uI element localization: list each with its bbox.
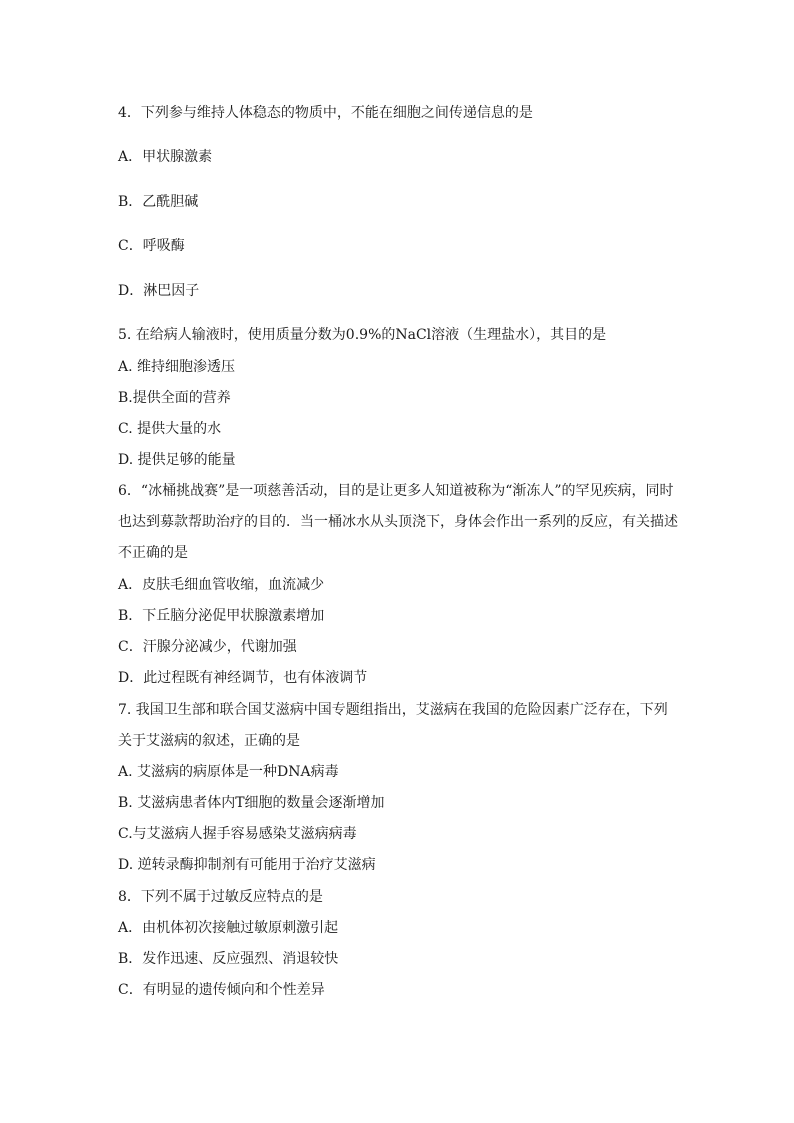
question-4-option-b: B．乙酰胆碱 (118, 194, 199, 210)
question-6-stem-line-3: 不正确的是 (118, 545, 188, 561)
question-7-option-d: D. 逆转录酶抑制剂有可能用于治疗艾滋病 (118, 857, 376, 873)
question-6-option-a: A．皮肤毛细血管收缩，血流减少 (118, 577, 325, 593)
question-4-option-c: C．呼吸酶 (118, 238, 185, 254)
question-8-option-c: C．有明显的遗传倾向和个性差异 (118, 982, 325, 998)
question-6-stem-line-1: 6．“冰桶挑战赛”是一项慈善活动，目的是让更多人知道被称为“渐冻人”的罕见疾病，同时 (118, 483, 674, 499)
question-6-option-d: D．此过程既有神经调节，也有体液调节 (118, 670, 368, 686)
question-4-option-a: A．甲状腺激素 (118, 149, 213, 165)
question-4-option-d: D．淋巴因子 (118, 283, 200, 299)
question-8-option-b: B．发作迅速、反应强烈、消退较快 (118, 951, 339, 967)
question-6-option-b: B．下丘脑分泌促甲状腺激素增加 (118, 608, 325, 624)
question-5-option-a: A. 维持细胞渗透压 (118, 359, 236, 375)
question-5-option-c: C. 提供大量的水 (118, 421, 222, 437)
question-6-option-c: C．汗腺分泌减少，代谢加强 (118, 639, 297, 655)
question-7-option-a: A. 艾滋病的病原体是一种DNA病毒 (118, 764, 339, 780)
question-8-option-a: A．由机体初次接触过敏原刺激引起 (118, 920, 339, 936)
question-5-option-d: D. 提供足够的能量 (118, 452, 236, 468)
question-8-stem: 8．下列不属于过敏反应特点的是 (118, 889, 323, 905)
question-7-stem-line-2: 关于艾滋病的叙述，正确的是 (118, 733, 300, 749)
question-4-stem: 4．下列参与维持人体稳态的物质中，不能在细胞之间传递信息的是 (118, 105, 533, 121)
question-5-stem: 5. 在给病人输液时，使用质量分数为0.9%的NaCl溶液（生理盐水），其目的是 (118, 327, 607, 343)
question-5-option-b: B.提供全面的营养 (118, 390, 231, 406)
question-7-option-b: B. 艾滋病患者体内T细胞的数量会逐渐增加 (118, 795, 385, 811)
question-7-stem-line-1: 7. 我国卫生部和联合国艾滋病中国专题组指出，艾滋病在我国的危险因素广泛存在，下列 (118, 702, 668, 718)
question-6-stem-line-2: 也达到募款帮助治疗的目的．当一桶冰水从头顶浇下，身体会作出一系列的反应，有关描述 (118, 514, 678, 530)
question-7-option-c: C.与艾滋病人握手容易感染艾滋病病毒 (118, 826, 357, 842)
